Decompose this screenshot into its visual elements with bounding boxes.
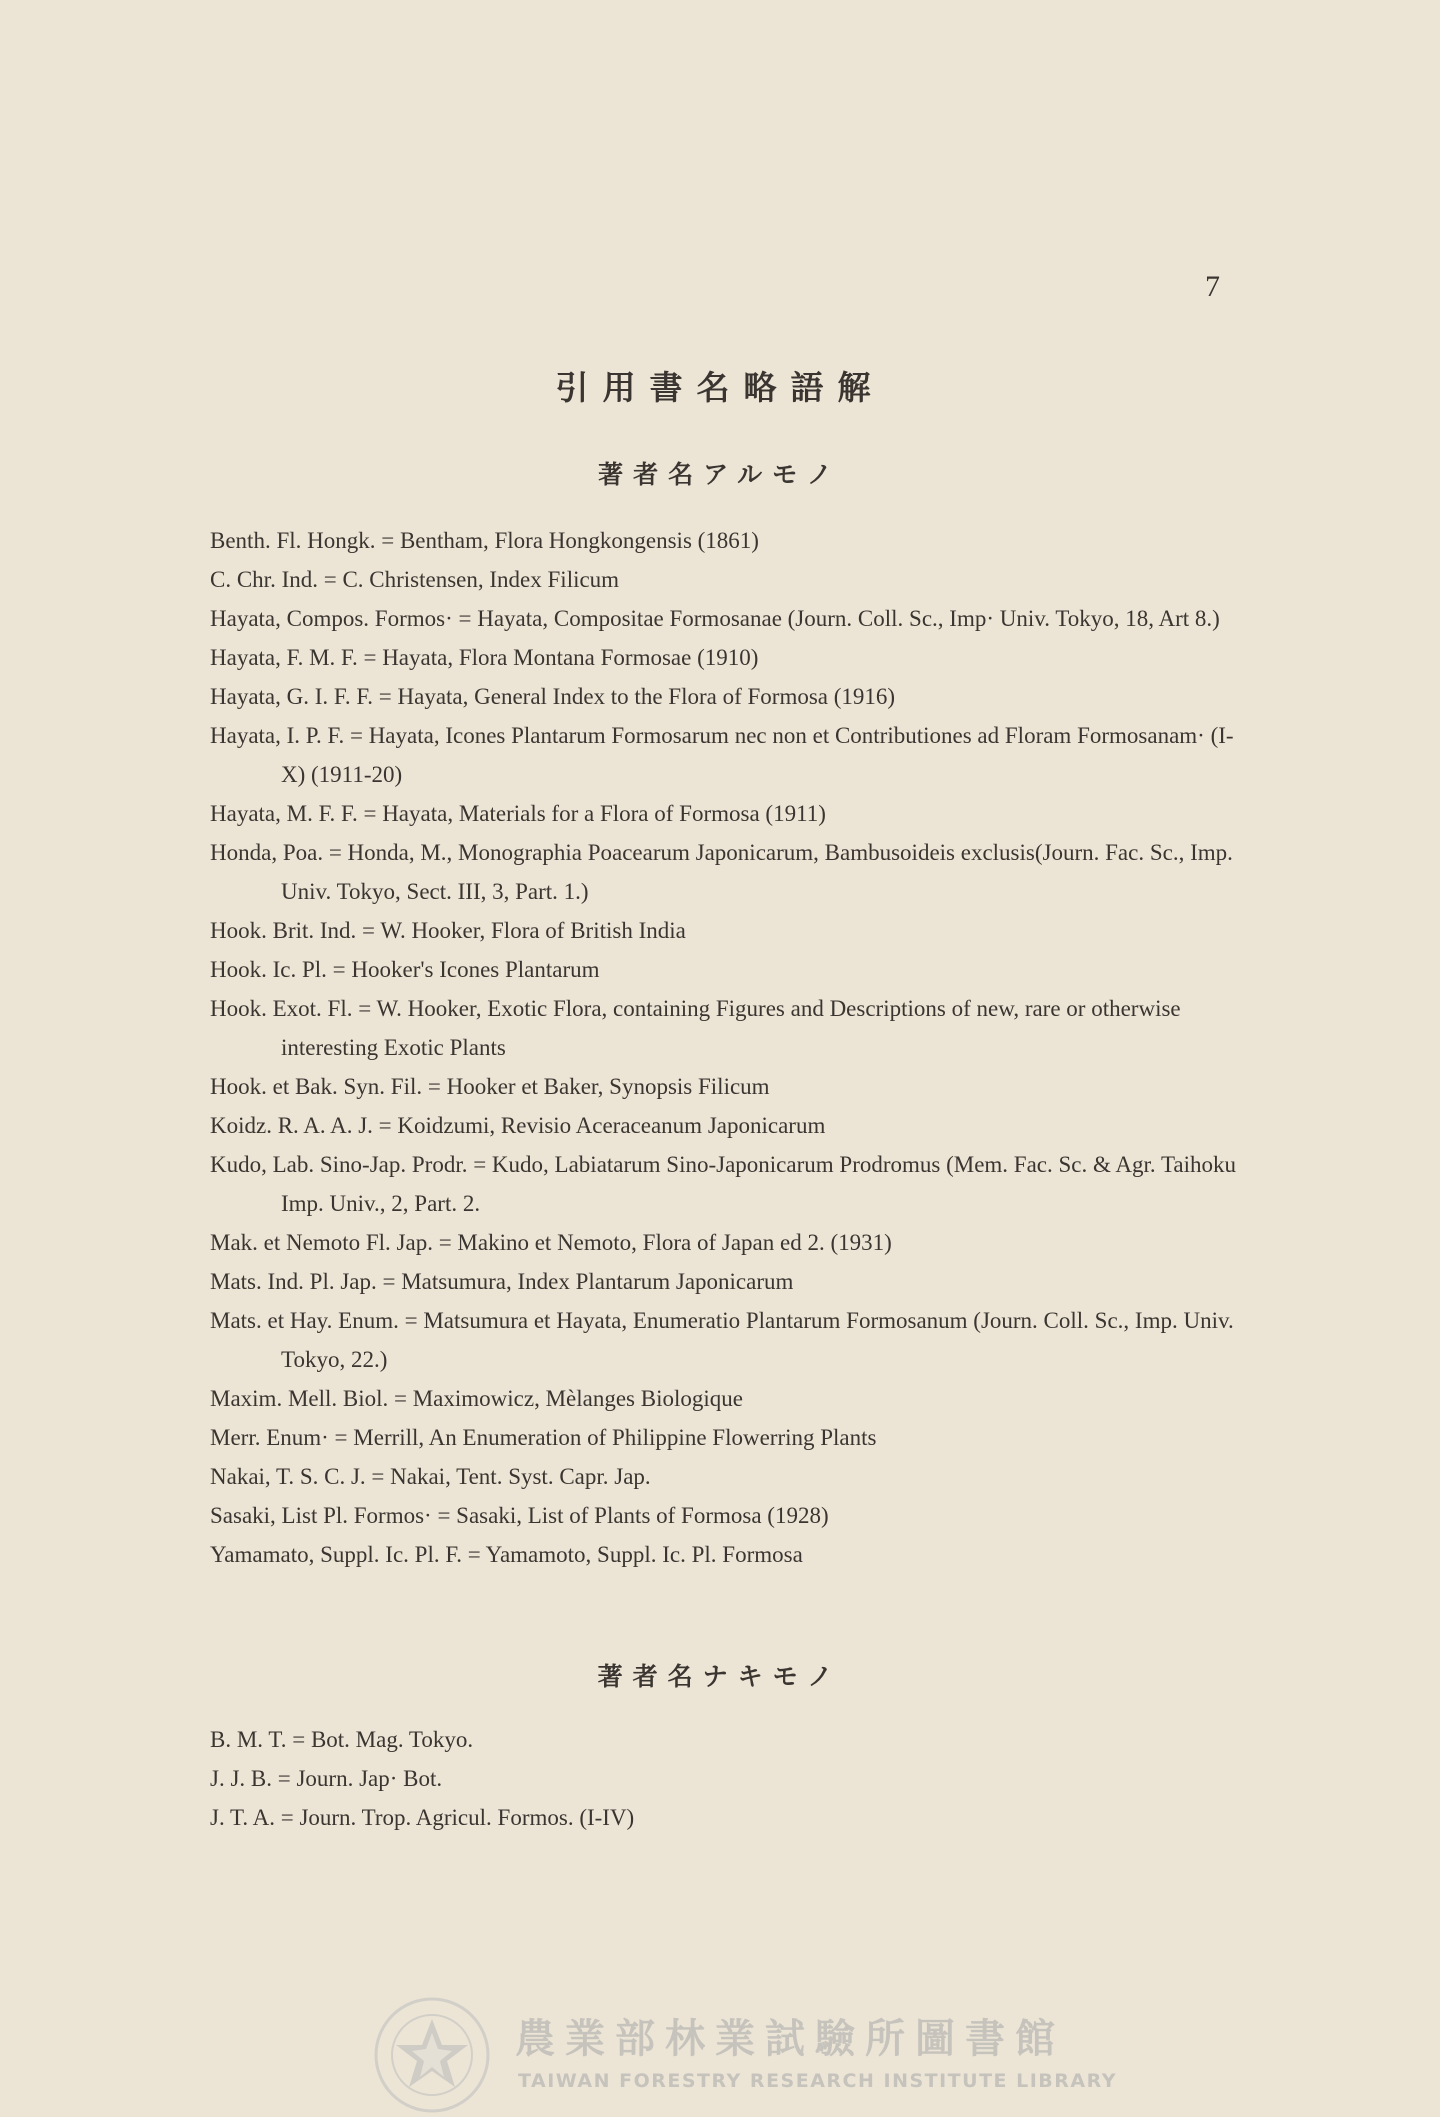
abbreviation-entry: Mats. Ind. Pl. Jap. = Matsumura, Index Plantarum Japonicarum: [210, 1269, 794, 1294]
abbreviation-entry: Benth. Fl. Hongk. = Bentham, Flora Hongkongensis (1861): [210, 528, 759, 553]
library-name-chinese: 農業部林業試驗所圖書館: [515, 2016, 1065, 2062]
page-number: 7: [1205, 270, 1220, 303]
abbreviation-entry: Kudo, Lab. Sino-Jap. Prodr. = Kudo, Labiatarum Sino-Japonicarum Prodromus (Mem. Fac. Sc. & Agr. Taihoku Imp. Univ., 2, Part. 2.: [210, 1152, 1237, 1216]
abbreviation-entry: Hayata, G. I. F. F. = Hayata, General Index to the Flora of Formosa (1916): [210, 684, 896, 709]
abbreviation-entry: Honda, Poa. = Honda, M., Monographia Poacearum Japonicarum, Bambusoideis exclusis(Journ. Fac. Sc., Imp. Univ. Tokyo, Sect. III, 3, Part. 1.): [210, 840, 1233, 904]
abbreviation-entry: Mats. et Hay. Enum. = Matsumura et Hayata, Enumeratio Plantarum Formosanum (Journ. Coll. Sc., Imp. Univ. Tokyo, 22.): [210, 1308, 1234, 1372]
abbreviation-entry: J. J. B. = Journ. Jap· Bot.: [210, 1766, 443, 1791]
abbreviation-entry: Hook. Ic. Pl. = Hooker's Icones Plantarum: [210, 957, 600, 982]
section-heading-with-author: 著者名アルモノ: [598, 460, 842, 489]
abbreviation-entry: Hook. Brit. Ind. = W. Hooker, Flora of British India: [210, 918, 686, 943]
abbreviation-entry: Hook. et Bak. Syn. Fil. = Hooker et Baker, Synopsis Filicum: [210, 1074, 770, 1099]
abbreviation-entry: Merr. Enum· = Merrill, An Enumeration of Philippine Flowerring Plants: [210, 1425, 877, 1450]
abbreviation-entry: Mak. et Nemoto Fl. Jap. = Makino et Nemoto, Flora of Japan ed 2. (1931): [210, 1230, 892, 1255]
abbreviation-list-without-author: [210, 1720, 1240, 1837]
abbreviation-entry: B. M. T. = Bot. Mag. Tokyo.: [210, 1727, 474, 1752]
abbreviation-entry: Hayata, I. P. F. = Hayata, Icones Plantarum Formosarum nec non et Contributiones ad Floram Formosanam· (I-X) (1911-20): [210, 723, 1234, 787]
page-title: 引用書名略語解: [555, 368, 885, 407]
abbreviation-list-with-author: [210, 521, 1240, 1574]
abbreviation-entry: C. Chr. Ind. = C. Christensen, Index Filicum: [210, 567, 620, 592]
abbreviation-entry: Yamamato, Suppl. Ic. Pl. F. = Yamamoto, Suppl. Ic. Pl. Formosa: [210, 1542, 803, 1567]
abbreviation-entry: Hayata, F. M. F. = Hayata, Flora Montana Formosae (1910): [210, 645, 759, 670]
library-watermark: [0, 1985, 1440, 2105]
library-name-english: TAIWAN FORESTRY RESEARCH INSTITUTE LIBRARY: [518, 2070, 1117, 2092]
library-seal-icon: [372, 1995, 492, 2115]
abbreviation-entry: Nakai, T. S. C. J. = Nakai, Tent. Syst. Capr. Jap.: [210, 1464, 651, 1489]
abbreviation-entry: Sasaki, List Pl. Formos· = Sasaki, List of Plants of Formosa (1928): [210, 1503, 829, 1528]
section-heading-without-author: 著者名ナキモノ: [597, 1662, 843, 1691]
abbreviation-entry: Hayata, M. F. F. = Hayata, Materials for a Flora of Formosa (1911): [210, 801, 826, 826]
abbreviation-entry: Maxim. Mell. Biol. = Maximowicz, Mèlanges Biologique: [210, 1386, 743, 1411]
abbreviation-entry: Hook. Exot. Fl. = W. Hooker, Exotic Flora, containing Figures and Descriptions of new, rare or otherwise interesting Exotic Plants: [210, 996, 1181, 1060]
abbreviation-entry: Koidz. R. A. A. J. = Koidzumi, Revisio Aceraceanum Japonicarum: [210, 1113, 826, 1138]
abbreviation-entry: Hayata, Compos. Formos· = Hayata, Compositae Formosanae (Journ. Coll. Sc., Imp· Univ. Tokyo, 18, Art 8.): [210, 606, 1220, 631]
abbreviation-entry: J. T. A. = Journ. Trop. Agricul. Formos. (I-IV): [210, 1805, 635, 1830]
